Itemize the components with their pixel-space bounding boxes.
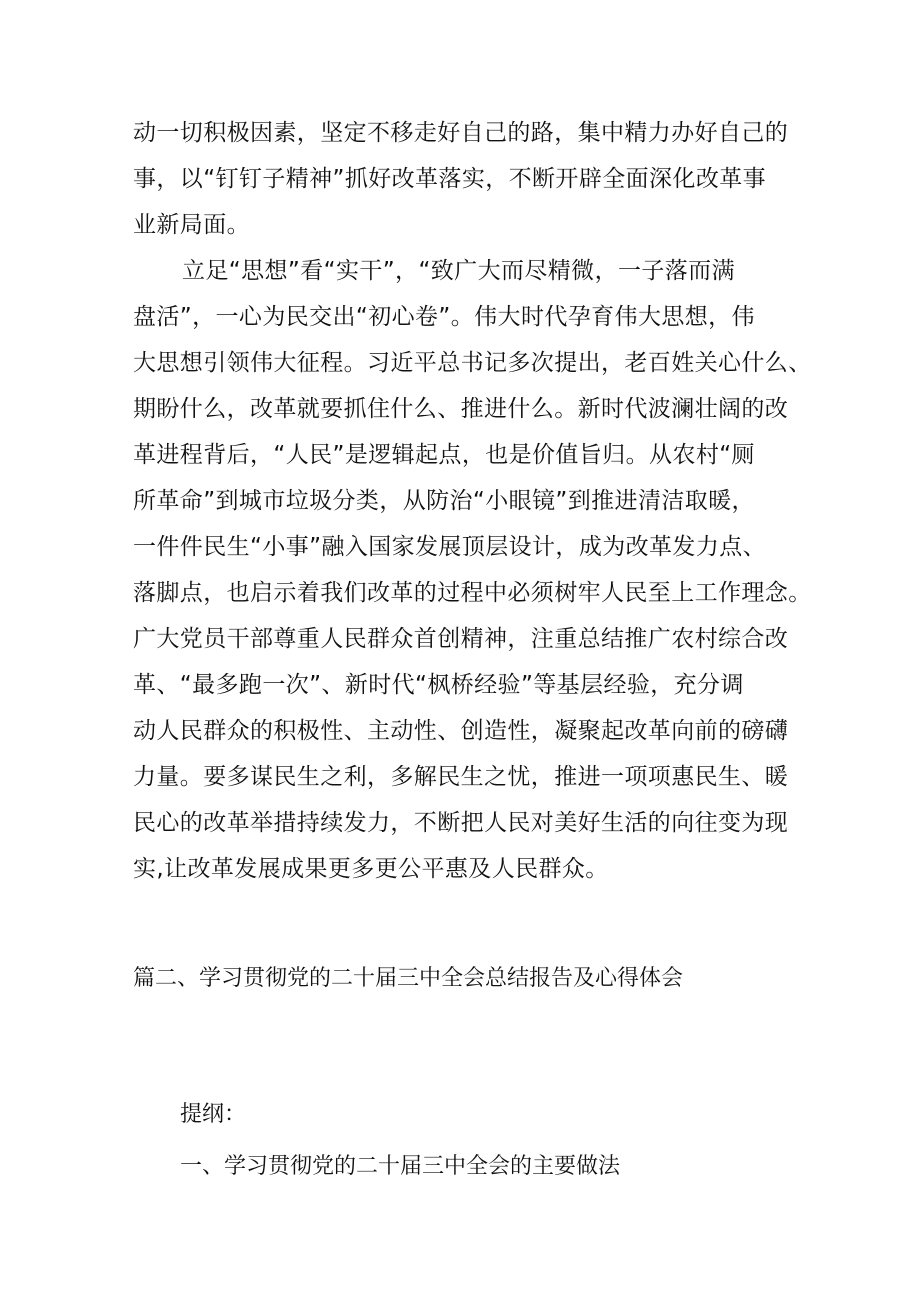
paragraph2-line-3: 大思想引领伟大征程。习近平总书记多次提出，老百姓关心什么、 [133, 350, 812, 376]
paragraph2-line-13: 民心的改革举措持续发力，不断把人民对美好生活的向往变为现 [133, 810, 789, 836]
paragraph2-line-1: 立足“思想”看“实干”，“致广大而尽精微，一子落而满 [182, 258, 735, 284]
outline-item-1: 一、学习贯彻党的二十届三中全会的主要做法 [180, 1154, 621, 1179]
paragraph2-line-4: 期盼什么，改革就要抓住什么、推进什么。新时代波澜壮阔的改 [133, 396, 789, 422]
paragraph2-line-9: 广大党员干部尊重人民群众首创精神，注重总结推广农村综合改 [133, 626, 789, 652]
paragraph1-line-3: 业新局面。 [133, 212, 250, 238]
paragraph2-line-10: 革、“最多跑一次”、新时代“枫桥经验”等基层经验，充分调 [133, 672, 744, 698]
outline-label: 提纲： [180, 1102, 247, 1127]
paragraph2-line-11: 动人民群众的积极性、主动性、创造性，凝聚起改革向前的磅礴 [133, 718, 789, 744]
paragraph2-line-7: 一件件民生“小事”融入国家发展顶层设计，成为改革发力点、 [133, 534, 767, 560]
paragraph1-line-1: 动一切积极因素，坚定不移走好自己的路，集中精力办好自己的 [133, 120, 789, 146]
paragraph2-line-14: 实,让改革发展成果更多更公平惠及人民群众。 [133, 856, 609, 882]
section-heading: 篇二、学习贯彻党的二十届三中全会总结报告及心得体会 [133, 966, 684, 991]
paragraph2-line-8: 落脚点，也启示着我们改革的过程中必须树牢人民至上工作理念。 [133, 580, 812, 606]
paragraph2-line-6: 所革命”到城市垃圾分类，从防治“小眼镜”到推进清洁取暖， [133, 488, 755, 514]
paragraph2-line-5: 革进程背后，“人民”是逻辑起点，也是价值旨归。从农村“厕 [133, 442, 755, 468]
paragraph1-line-2: 事，以“钉钉子精神”抓好改革落实，不断开辟全面深化改革事 [133, 166, 767, 192]
paragraph2-line-2: 盘活”，一心为民交出“初心卷”。伟大时代孕育伟大思想，伟 [133, 304, 755, 330]
paragraph2-line-12: 力量。要多谋民生之利，多解民生之忧，推进一项项惠民生、暖 [133, 764, 789, 790]
